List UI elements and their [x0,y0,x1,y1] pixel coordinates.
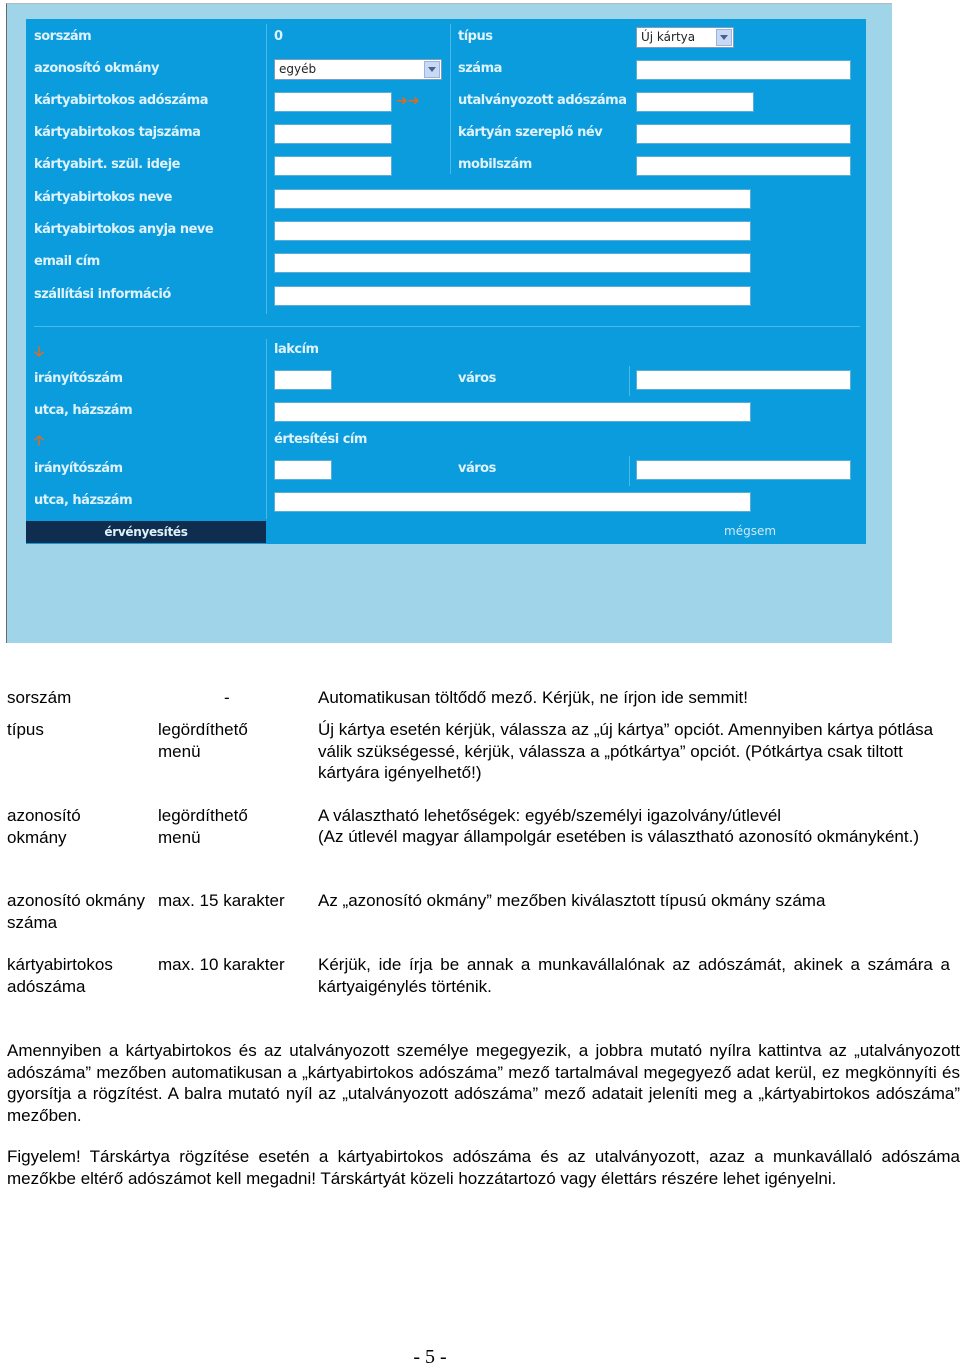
label-varos-2: város [458,461,496,476]
table-type: legördíthető menü [158,806,248,847]
sorszam-value: 0 [274,29,283,44]
table-desc: Új kártya esetén kérjük, válassza az „új kártya” opciót. Amennyiben kártya pótlása válik szükségessé, kérjük, válassza a „pótkártya” opciót. (Pótkártya csak tiltott kártyára igényelhető!) [318,720,934,782]
utca-1-input[interactable] [274,402,751,422]
varos-1-input[interactable] [636,370,851,390]
table-desc: (Az útlevél magyar állampolgár esetében is választható azonosító okmányként.) [318,827,919,846]
paragraph-arrows-explanation: Amennyiben a kártyabirtokos és az utalványozott személye megegyezik, a jobbra mutató nyílra kattintva az „utalványozott adószáma” mezőben automatikusan a „kártyabirtokos adószáma” mező tartalmával megegyező adat kerül, ez megkönnyíti és gyorsítja a rögzítést. A balra mutató nyíl az „utalványozott adószáma” mező adatait jeleníti meg a „kártyabirtokos adószáma” mezőben. [7,1041,960,1125]
label-adoszam: kártyabirtokos adószáma [34,93,209,108]
label-szallitasi: szállítási információ [34,287,171,302]
label-neve: kártyabirtokos neve [34,190,172,205]
table-field: azonosító okmány száma [7,891,145,932]
azonosito-okmany-selected: egyéb [279,62,317,76]
label-sorszam: sorszám [34,29,92,44]
label-tajszam: kártyabirtokos tajszáma [34,125,201,140]
email-input[interactable] [274,253,751,273]
varos-2-input[interactable] [636,460,851,480]
table-desc: Az „azonosító okmány” mezőben kiválasztott típusú okmány száma [318,891,826,910]
table-desc: Kérjük, ide írja be annak a munkavállalónak az adószámát, akinek a számára a kártyaigénylés történik. [318,955,950,996]
column-divider [629,456,630,486]
chevron-down-icon [424,61,440,78]
column-divider [450,24,451,174]
szul-ideje-input[interactable] [274,156,392,176]
label-lakcim: lakcím [274,342,319,357]
anyja-neve-input[interactable] [274,221,751,241]
kartyan-nev-input[interactable] [636,124,851,144]
label-anyja-neve: kártyabirtokos anyja neve [34,222,214,237]
label-mobilszam: mobilszám [458,157,532,172]
label-szama: száma [458,61,502,76]
table-desc: Automatikusan töltődő mező. Kérjük, ne írjon ide semmit! [318,688,748,707]
label-iranyitoszam-1: irányítószám [34,371,123,386]
table-field: kártyabirtokos adószáma [7,955,113,996]
section-divider [34,326,860,327]
utca-2-input[interactable] [274,492,751,512]
table-type: - [224,688,230,707]
label-szul-ideje: kártyabirt. szül. ideje [34,157,180,172]
label-iranyitoszam-2: irányítószám [34,461,123,476]
arrow-up-icon[interactable]: 🡡 [34,433,45,449]
utalvanyozott-input[interactable] [636,92,754,112]
table-desc: A választható lehetőségek: egyéb/személyi igazolvány/útlevél [318,806,782,825]
page-number: - 5 - [413,1346,447,1368]
table-type: legördíthető menü [158,720,248,761]
iranyitoszam-2-input[interactable] [274,460,332,480]
tajszam-input[interactable] [274,124,392,144]
copy-arrows-icon[interactable]: ➔➔ [396,93,420,109]
azonosito-okmany-select[interactable] [274,59,442,80]
label-email: email cím [34,254,100,269]
arrow-down-icon[interactable]: 🡣 [34,344,45,360]
column-divider [266,24,267,314]
label-utca-1: utca, házszám [34,403,133,418]
card-request-form [26,19,866,544]
table-type: max. 10 karakter [158,955,285,974]
label-azonosito-okmany: azonosító okmány [34,61,159,76]
szallitasi-input[interactable] [274,286,751,306]
table-type: max. 15 karakter [158,891,285,910]
label-utca-2: utca, házszám [34,493,133,508]
validate-button[interactable]: érvényesítés [26,521,266,543]
table-field: típus [7,720,44,739]
iranyitoszam-1-input[interactable] [274,370,332,390]
cancel-button[interactable]: mégsem [724,524,777,538]
neve-input[interactable] [274,189,751,209]
table-field: sorszám [7,688,72,707]
label-varos-1: város [458,371,496,386]
chevron-down-icon [716,29,732,46]
label-kartyan-nev: kártyán szereplő név [458,125,603,140]
label-tipus: típus [458,29,493,44]
paragraph-warning: Figyelem! Társkártya rögzítése esetén a kártyabirtokos adószáma és az utalványozott, azaz a munkavállaló adószáma mezőkbe eltérő adószámot kell megadni! Társkártyát közeli hozzátartozó vagy élettárs részére lehet igényelni. [7,1147,960,1188]
mobilszam-input[interactable] [636,156,851,176]
label-utalvanyozott: utalványozott adószáma [458,93,627,108]
adoszam-input[interactable] [274,92,392,112]
tipus-select[interactable] [636,27,734,48]
tipus-selected: Új kártya [641,30,696,44]
form-screenshot [6,3,892,643]
column-divider [266,339,267,519]
column-divider [629,366,630,396]
label-ertesitesi: értesítési cím [274,432,367,447]
table-field: azonosító okmány [7,806,81,847]
szama-input[interactable] [636,60,851,80]
